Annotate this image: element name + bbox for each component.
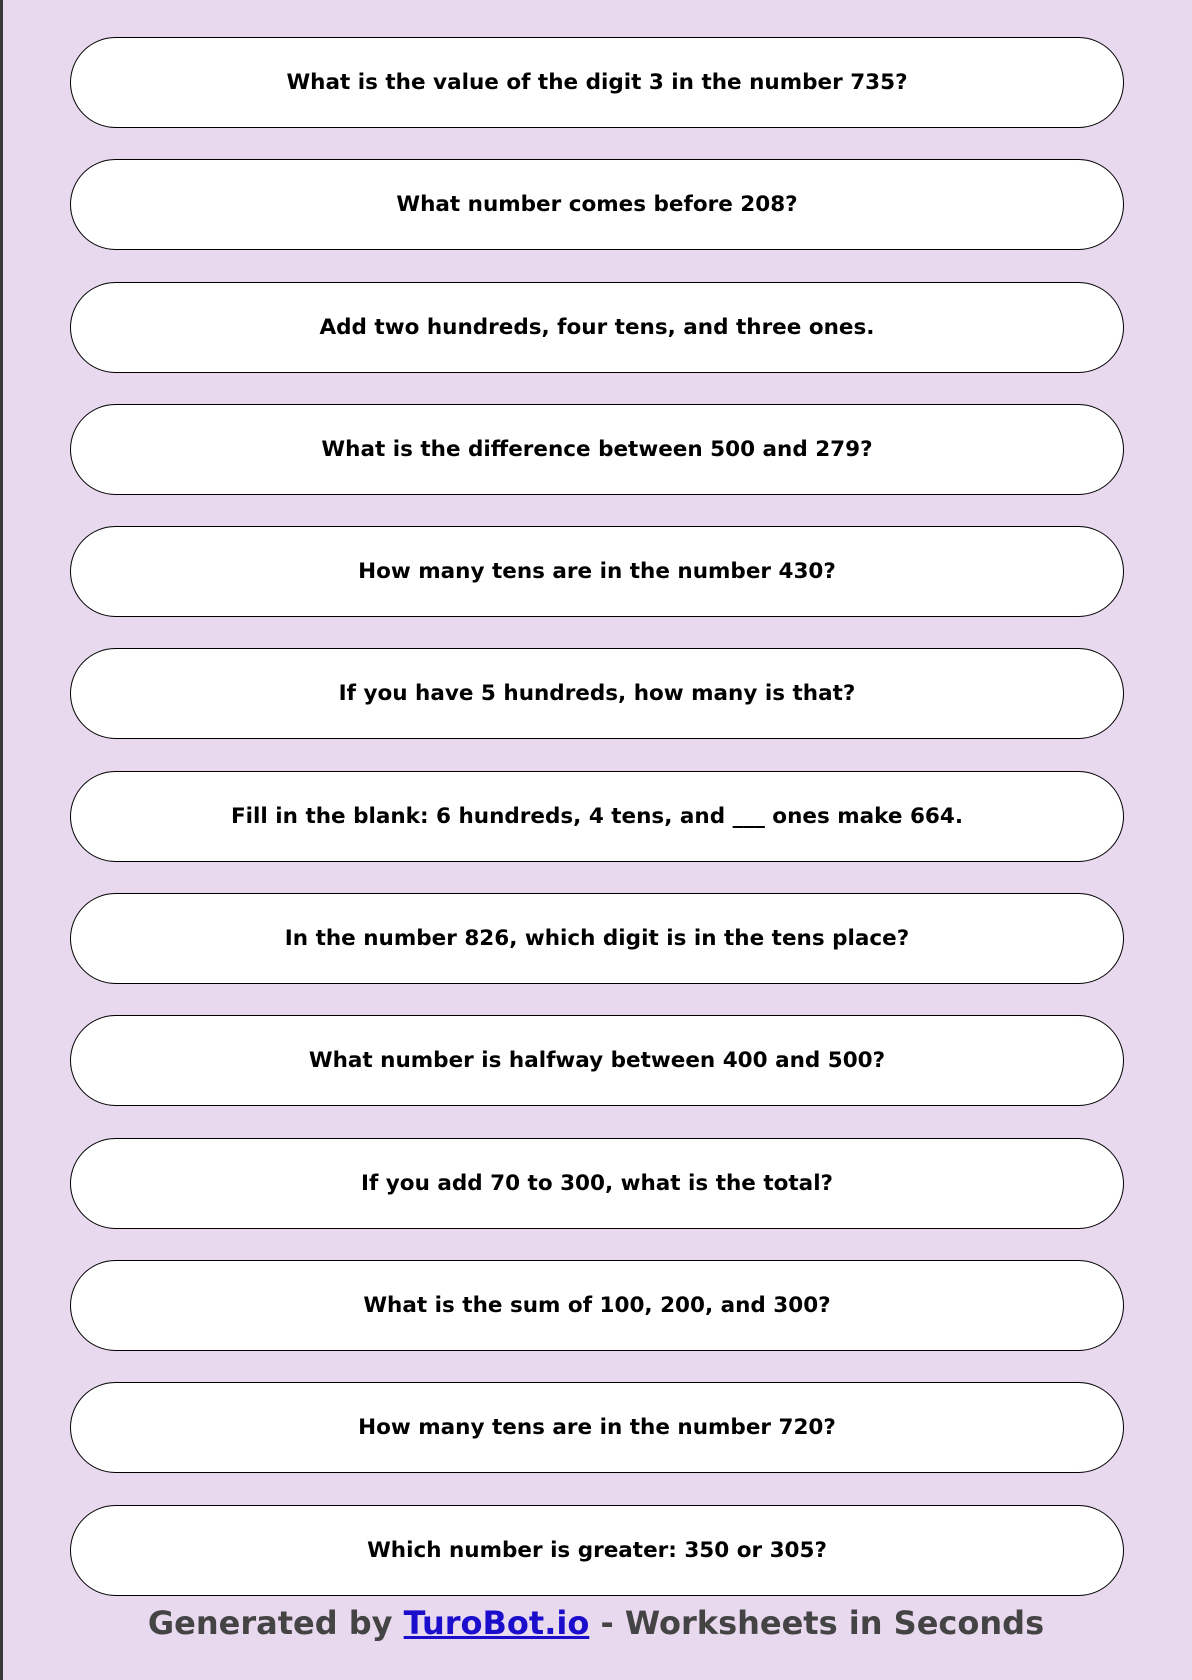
footer-suffix: - Worksheets in Seconds [589, 1604, 1045, 1642]
question-box-11 [70, 1260, 1124, 1351]
question-box-13 [70, 1505, 1124, 1596]
question-box-4 [70, 404, 1124, 495]
question-text-9: What number is halfway between 400 and 500? [308, 1048, 886, 1074]
question-box-7 [70, 771, 1124, 862]
question-text-4: What is the difference between 500 and 279? [321, 436, 873, 462]
footer-credit [0, 1604, 1192, 1642]
question-text-1: What is the value of the digit 3 in the number 735? [286, 70, 908, 95]
question-text-6: If you have 5 hundreds, how many is that? [338, 681, 856, 707]
question-text-12: How many tens are in the number 720? [358, 1415, 836, 1441]
question-box-12 [70, 1382, 1124, 1473]
question-text-13: Which number is greater: 350 or 305? [367, 1537, 827, 1563]
question-list [70, 37, 1124, 1627]
question-text-10: If you add 70 to 300, what is the total? [360, 1170, 834, 1196]
question-text-11: What is the sum of 100, 200, and 300? [363, 1292, 831, 1318]
question-box-8 [70, 893, 1124, 984]
question-text-2: What number comes before 208? [396, 192, 798, 218]
question-text-7: Fill in the blank: 6 hundreds, 4 tens, and ___ ones make 664. [231, 803, 963, 829]
question-text-5: How many tens are in the number 430? [358, 559, 836, 585]
question-box-2 [70, 159, 1124, 250]
question-text-8: In the number 826, which digit is in the tens place? [284, 926, 910, 952]
question-box-10 [70, 1138, 1124, 1229]
page-left-edge [0, 0, 3, 1680]
question-text-3: Add two hundreds, four tens, and three ones. [319, 314, 875, 340]
footer-prefix: Generated by [147, 1604, 404, 1642]
question-box-9 [70, 1015, 1124, 1106]
question-box-6 [70, 648, 1124, 739]
question-box-3 [70, 282, 1124, 373]
question-box-5 [70, 526, 1124, 617]
question-box-1 [70, 37, 1124, 128]
turobot-link[interactable]: TuroBot.io [403, 1604, 590, 1642]
